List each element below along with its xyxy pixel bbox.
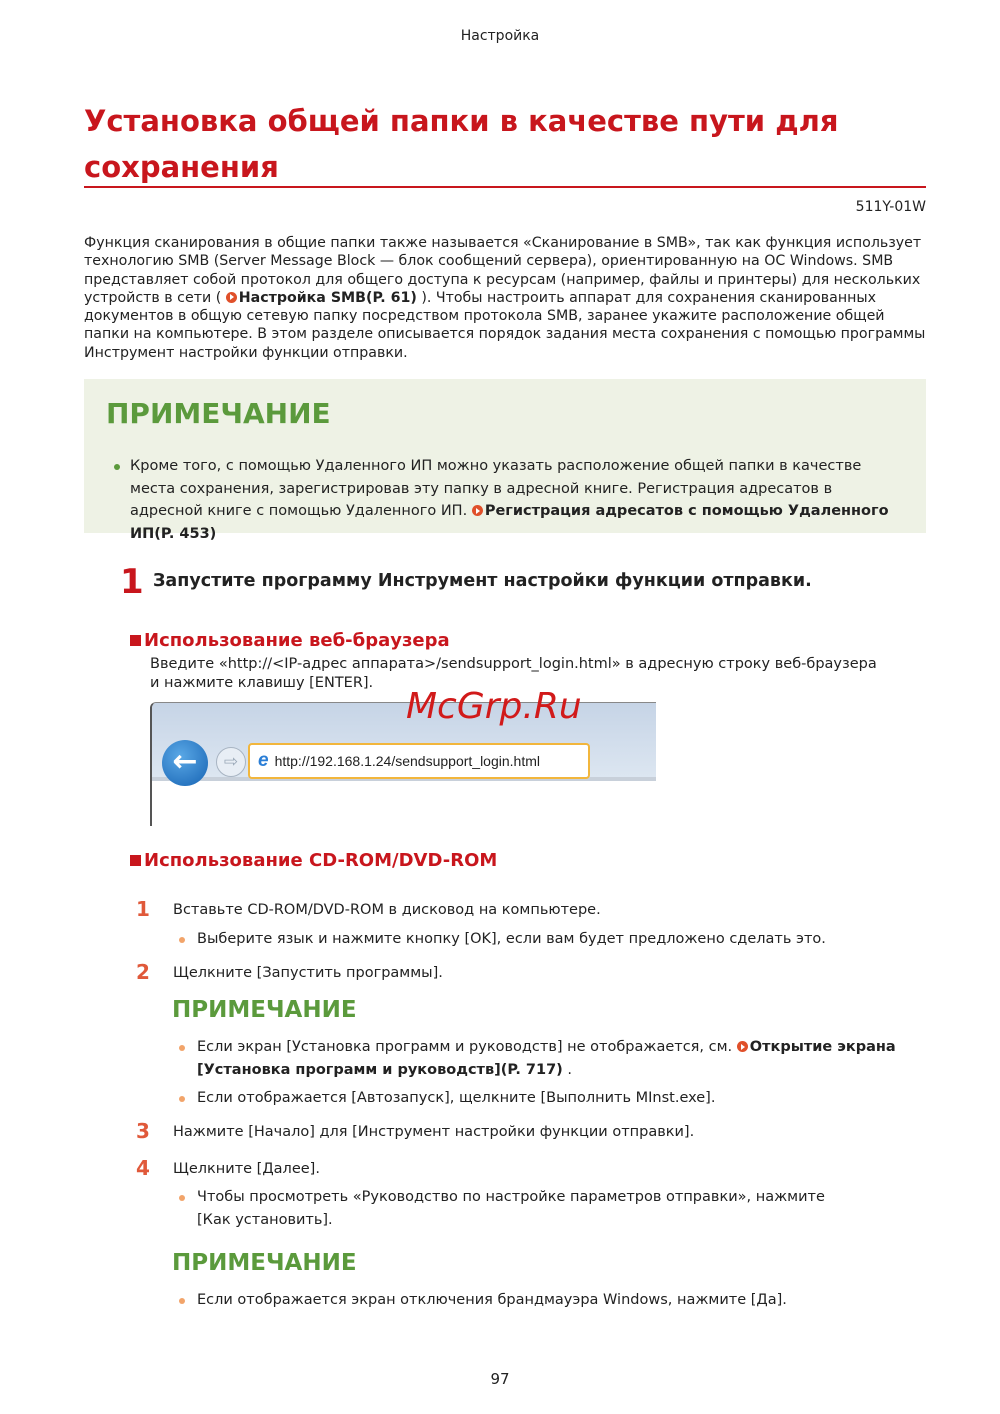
- browser-section-heading: [130, 630, 450, 651]
- note-box: [84, 379, 926, 542]
- note-bullet: [173, 1036, 917, 1082]
- substep-number: 4: [136, 1156, 150, 1180]
- intro-text: Функция сканирования в общие папки также называется «Сканирование в SMB», так как функция использует технологию SMB (Server Message Block — блок сообщений сервера), ориентированную на ОС Windows. SMB представляет собой протокол для общего доступа к ресурсам (например, файлы и принтеры) для нескольких устройств в сети (: [84, 235, 922, 306]
- substep-text: Щелкните [Запустить программы].: [173, 965, 443, 981]
- intro-paragraph: [84, 234, 934, 362]
- browser-instructions: Введите «http://<IP-адрес аппарата>/sendsupport_login.html» в адресную строку веб-браузера и нажмите клавишу [ENTER].: [150, 656, 877, 691]
- page-title: Установка общей папки в качестве пути для сохранения: [84, 104, 839, 184]
- heading-text: Использование веб-браузера: [144, 630, 450, 651]
- note-text-end: .: [562, 1062, 573, 1078]
- smb-settings-link[interactable]: Настройка SMB(P. 61): [238, 289, 417, 306]
- ie-logo-icon: e: [258, 750, 269, 771]
- running-header: Настройка: [460, 28, 540, 44]
- intro-text-2: ). Чтобы настроить аппарат для сохранения сканированных документов в общую сетевую папку посредством протокола SMB, заранее укажите расположение общей папки на компьютере. В этом разделе описывается порядок задания места сохранения с помощью программы Инструмент настройки функции отправки.: [84, 289, 926, 361]
- note-text: Если экран [Установка программ и руководств] не отображается, см.: [197, 1039, 737, 1055]
- note-heading: ПРИМЕЧАНИЕ: [106, 397, 331, 430]
- step-number: 1: [120, 562, 144, 602]
- note-heading: ПРИМЕЧАНИЕ: [172, 1250, 357, 1276]
- install-screen-link[interactable]: Открытие экрана [Установка программ и руководств](P. 717): [197, 1039, 896, 1078]
- cd-section-heading: [130, 850, 497, 871]
- watermark: McGrp.Ru: [406, 686, 582, 727]
- doc-code: 511Y-01W: [855, 199, 926, 215]
- substep-number: 2: [136, 960, 150, 984]
- remote-ui-link[interactable]: Регистрация адресатов с помощью Удаленного ИП(P. 453): [130, 503, 889, 542]
- page-number: 97: [490, 1370, 510, 1388]
- back-arrow-icon[interactable]: ←: [162, 740, 208, 786]
- square-bullet-icon: [130, 855, 141, 866]
- forward-arrow-icon[interactable]: ⇨: [216, 747, 246, 777]
- square-bullet-icon: [130, 635, 141, 646]
- substep-text: Вставьте CD-ROM/DVD-ROM в дисковод на компьютере.: [173, 902, 601, 918]
- address-bar[interactable]: [248, 743, 590, 779]
- substep-bullet: Выберите язык и нажмите кнопку [OK], если вам будет предложено сделать это.: [173, 928, 826, 951]
- substep-text: Щелкните [Далее].: [173, 1161, 320, 1177]
- substep-number: 1: [136, 897, 150, 921]
- link-arrow-icon: [226, 292, 237, 303]
- note-bullet: Если отображается экран отключения брандмауэра Windows, нажмите [Да].: [173, 1289, 787, 1312]
- link-arrow-icon: [737, 1041, 748, 1052]
- link-arrow-icon: [472, 505, 483, 516]
- note-text: Кроме того, с помощью Удаленного ИП можно указать расположение общей папки в качестве места сохранения, зарегистрировав эту папку в адресной книге. Регистрация адресатов в адресной книге с помощью Удаленного ИП.: [130, 458, 862, 520]
- title-divider: [84, 186, 926, 188]
- step-text: Запустите программу Инструмент настройки функции отправки.: [153, 571, 812, 591]
- note-heading: ПРИМЕЧАНИЕ: [172, 997, 357, 1023]
- substep-number: 3: [136, 1119, 150, 1143]
- substep-text: Нажмите [Начало] для [Инструмент настройки функции отправки].: [173, 1124, 695, 1140]
- note-bullet: Если отображается [Автозапуск], щелкните [Выполнить MInst.exe].: [173, 1087, 715, 1110]
- url-text: http://192.168.1.24/sendsupport_login.html: [274, 753, 540, 769]
- substep-bullet: Чтобы просмотреть «Руководство по настройке параметров отправки», нажмите [Как установить].: [173, 1186, 857, 1232]
- heading-text: Использование CD-ROM/DVD-ROM: [144, 850, 498, 871]
- note-item: [110, 455, 900, 545]
